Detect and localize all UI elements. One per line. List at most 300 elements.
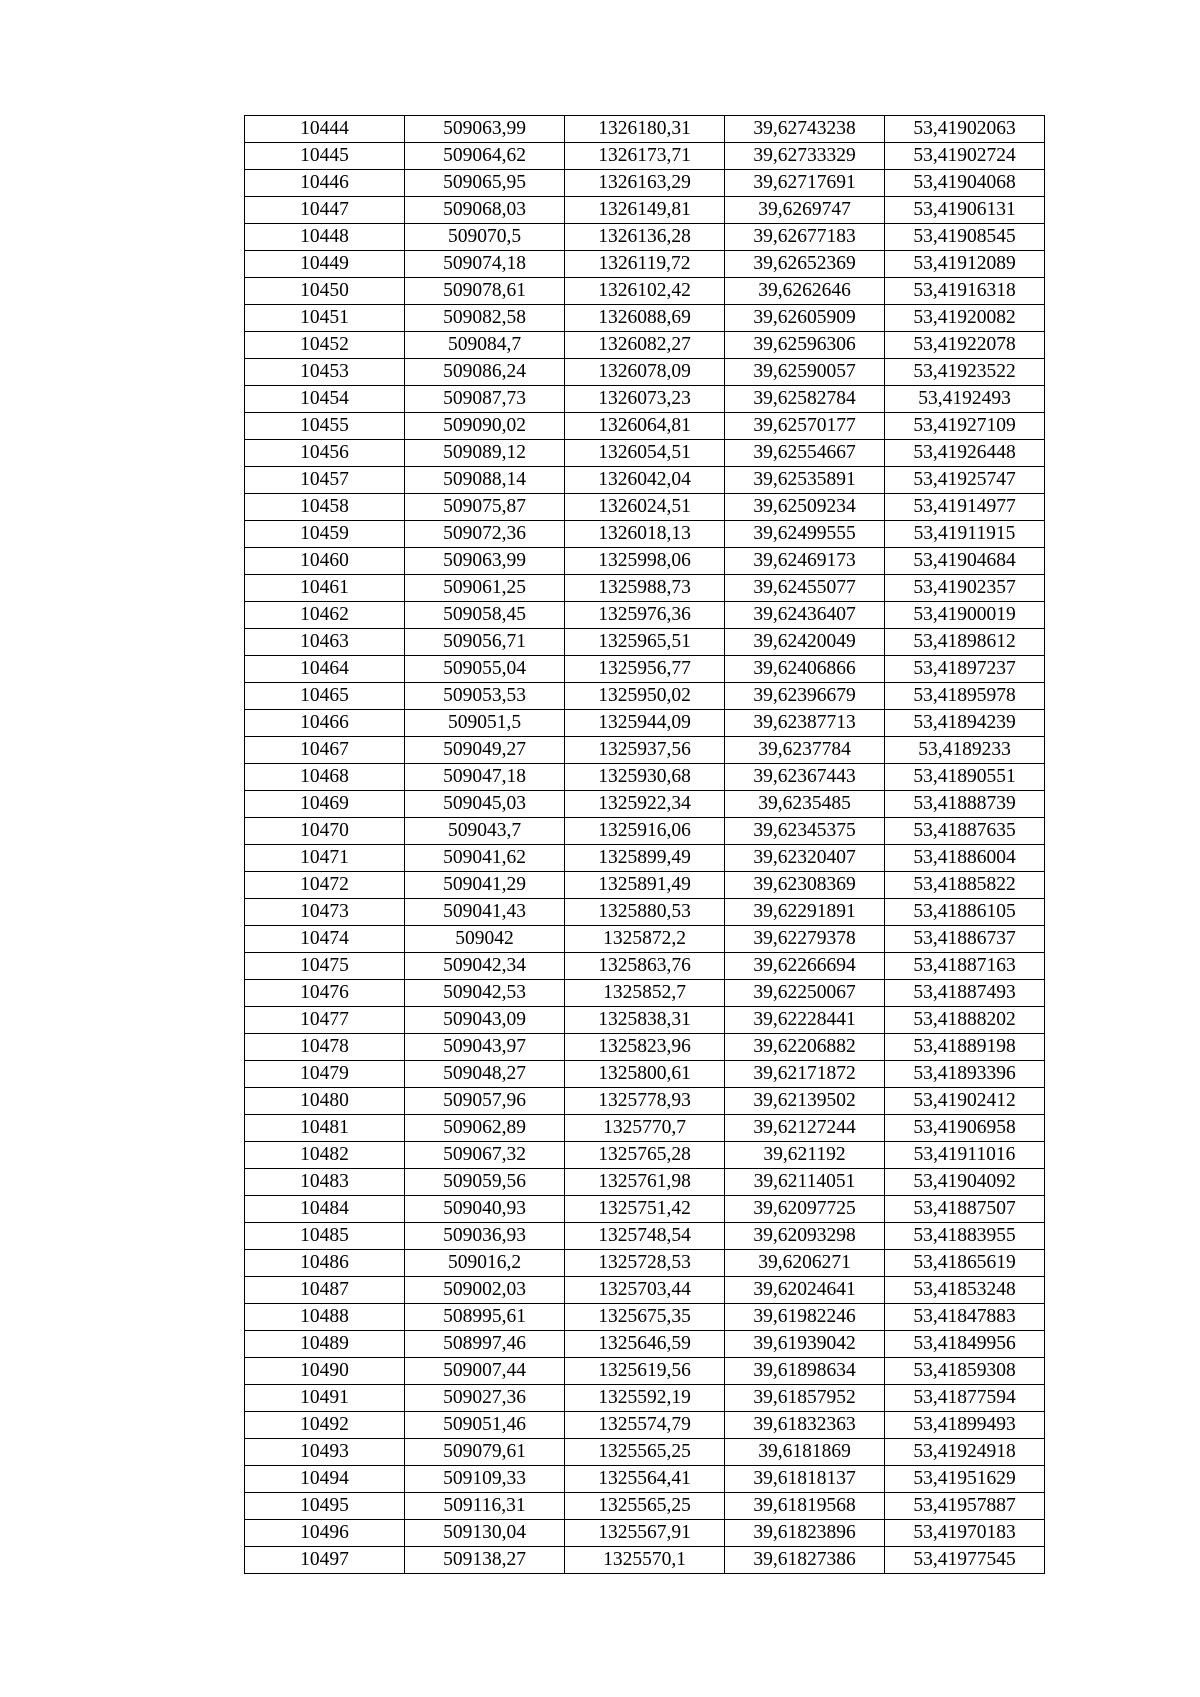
point-number-cell: 10481 bbox=[245, 1115, 405, 1142]
y-coordinate-cell: 1326073,23 bbox=[565, 386, 725, 413]
point-number-cell: 10486 bbox=[245, 1250, 405, 1277]
latitude-cell: 53,41900019 bbox=[885, 602, 1045, 629]
y-coordinate-cell: 1325916,06 bbox=[565, 818, 725, 845]
y-coordinate-cell: 1325592,19 bbox=[565, 1385, 725, 1412]
table-row bbox=[245, 1520, 1045, 1547]
latitude-cell: 53,41894239 bbox=[885, 710, 1045, 737]
point-number-cell: 10466 bbox=[245, 710, 405, 737]
y-coordinate-cell: 1325565,25 bbox=[565, 1439, 725, 1466]
longitude-cell: 39,62024641 bbox=[725, 1277, 885, 1304]
latitude-cell: 53,41886737 bbox=[885, 926, 1045, 953]
latitude-cell: 53,41927109 bbox=[885, 413, 1045, 440]
latitude-cell: 53,41925747 bbox=[885, 467, 1045, 494]
point-number-cell: 10480 bbox=[245, 1088, 405, 1115]
y-coordinate-cell: 1325675,35 bbox=[565, 1304, 725, 1331]
table-row bbox=[245, 845, 1045, 872]
latitude-cell: 53,41890551 bbox=[885, 764, 1045, 791]
longitude-cell: 39,6269747 bbox=[725, 197, 885, 224]
latitude-cell: 53,41886004 bbox=[885, 845, 1045, 872]
x-coordinate-cell: 509007,44 bbox=[405, 1358, 565, 1385]
latitude-cell: 53,41904684 bbox=[885, 548, 1045, 575]
latitude-cell: 53,41902412 bbox=[885, 1088, 1045, 1115]
table-row bbox=[245, 197, 1045, 224]
latitude-cell: 53,41883955 bbox=[885, 1223, 1045, 1250]
x-coordinate-cell: 509109,33 bbox=[405, 1466, 565, 1493]
longitude-cell: 39,62396679 bbox=[725, 683, 885, 710]
point-number-cell: 10479 bbox=[245, 1061, 405, 1088]
longitude-cell: 39,62228441 bbox=[725, 1007, 885, 1034]
latitude-cell: 53,4189233 bbox=[885, 737, 1045, 764]
x-coordinate-cell: 509043,97 bbox=[405, 1034, 565, 1061]
x-coordinate-cell: 509074,18 bbox=[405, 251, 565, 278]
table-row bbox=[245, 1277, 1045, 1304]
point-number-cell: 10446 bbox=[245, 170, 405, 197]
longitude-cell: 39,62420049 bbox=[725, 629, 885, 656]
x-coordinate-cell: 509130,04 bbox=[405, 1520, 565, 1547]
longitude-cell: 39,6237784 bbox=[725, 737, 885, 764]
latitude-cell: 53,41887493 bbox=[885, 980, 1045, 1007]
x-coordinate-cell: 509051,46 bbox=[405, 1412, 565, 1439]
point-number-cell: 10451 bbox=[245, 305, 405, 332]
table-row bbox=[245, 1439, 1045, 1466]
longitude-cell: 39,62596306 bbox=[725, 332, 885, 359]
longitude-cell: 39,62206882 bbox=[725, 1034, 885, 1061]
latitude-cell: 53,41889198 bbox=[885, 1034, 1045, 1061]
table-row bbox=[245, 1493, 1045, 1520]
y-coordinate-cell: 1326173,71 bbox=[565, 143, 725, 170]
point-number-cell: 10473 bbox=[245, 899, 405, 926]
point-number-cell: 10462 bbox=[245, 602, 405, 629]
x-coordinate-cell: 509084,7 bbox=[405, 332, 565, 359]
x-coordinate-cell: 509063,99 bbox=[405, 548, 565, 575]
longitude-cell: 39,621192 bbox=[725, 1142, 885, 1169]
point-number-cell: 10478 bbox=[245, 1034, 405, 1061]
y-coordinate-cell: 1326163,29 bbox=[565, 170, 725, 197]
point-number-cell: 10457 bbox=[245, 467, 405, 494]
y-coordinate-cell: 1325619,56 bbox=[565, 1358, 725, 1385]
y-coordinate-cell: 1325703,44 bbox=[565, 1277, 725, 1304]
point-number-cell: 10488 bbox=[245, 1304, 405, 1331]
point-number-cell: 10496 bbox=[245, 1520, 405, 1547]
latitude-cell: 53,41904092 bbox=[885, 1169, 1045, 1196]
point-number-cell: 10445 bbox=[245, 143, 405, 170]
latitude-cell: 53,41906131 bbox=[885, 197, 1045, 224]
point-number-cell: 10458 bbox=[245, 494, 405, 521]
table-row bbox=[245, 980, 1045, 1007]
longitude-cell: 39,62570177 bbox=[725, 413, 885, 440]
longitude-cell: 39,61832363 bbox=[725, 1412, 885, 1439]
y-coordinate-cell: 1326136,28 bbox=[565, 224, 725, 251]
y-coordinate-cell: 1325728,53 bbox=[565, 1250, 725, 1277]
x-coordinate-cell: 509036,93 bbox=[405, 1223, 565, 1250]
latitude-cell: 53,41957887 bbox=[885, 1493, 1045, 1520]
point-number-cell: 10492 bbox=[245, 1412, 405, 1439]
table-row bbox=[245, 710, 1045, 737]
longitude-cell: 39,62320407 bbox=[725, 845, 885, 872]
point-number-cell: 10469 bbox=[245, 791, 405, 818]
y-coordinate-cell: 1325751,42 bbox=[565, 1196, 725, 1223]
latitude-cell: 53,41897237 bbox=[885, 656, 1045, 683]
y-coordinate-cell: 1325937,56 bbox=[565, 737, 725, 764]
y-coordinate-cell: 1325998,06 bbox=[565, 548, 725, 575]
x-coordinate-cell: 509088,14 bbox=[405, 467, 565, 494]
point-number-cell: 10465 bbox=[245, 683, 405, 710]
y-coordinate-cell: 1325922,34 bbox=[565, 791, 725, 818]
longitude-cell: 39,62093298 bbox=[725, 1223, 885, 1250]
longitude-cell: 39,62266694 bbox=[725, 953, 885, 980]
y-coordinate-cell: 1325930,68 bbox=[565, 764, 725, 791]
latitude-cell: 53,41902724 bbox=[885, 143, 1045, 170]
point-number-cell: 10461 bbox=[245, 575, 405, 602]
table-row bbox=[245, 521, 1045, 548]
latitude-cell: 53,41922078 bbox=[885, 332, 1045, 359]
table-row bbox=[245, 899, 1045, 926]
y-coordinate-cell: 1325770,7 bbox=[565, 1115, 725, 1142]
table-row bbox=[245, 467, 1045, 494]
x-coordinate-cell: 509078,61 bbox=[405, 278, 565, 305]
x-coordinate-cell: 509059,56 bbox=[405, 1169, 565, 1196]
table-row bbox=[245, 116, 1045, 143]
latitude-cell: 53,41951629 bbox=[885, 1466, 1045, 1493]
x-coordinate-cell: 509064,62 bbox=[405, 143, 565, 170]
x-coordinate-cell: 509043,09 bbox=[405, 1007, 565, 1034]
table-row bbox=[245, 872, 1045, 899]
latitude-cell: 53,41924918 bbox=[885, 1439, 1045, 1466]
point-number-cell: 10467 bbox=[245, 737, 405, 764]
point-number-cell: 10489 bbox=[245, 1331, 405, 1358]
point-number-cell: 10448 bbox=[245, 224, 405, 251]
table-row bbox=[245, 602, 1045, 629]
longitude-cell: 39,6262646 bbox=[725, 278, 885, 305]
longitude-cell: 39,62582784 bbox=[725, 386, 885, 413]
y-coordinate-cell: 1325880,53 bbox=[565, 899, 725, 926]
latitude-cell: 53,41865619 bbox=[885, 1250, 1045, 1277]
x-coordinate-cell: 509047,18 bbox=[405, 764, 565, 791]
table-row bbox=[245, 1466, 1045, 1493]
latitude-cell: 53,41885822 bbox=[885, 872, 1045, 899]
latitude-cell: 53,41877594 bbox=[885, 1385, 1045, 1412]
table-row bbox=[245, 1034, 1045, 1061]
x-coordinate-cell: 509090,02 bbox=[405, 413, 565, 440]
point-number-cell: 10471 bbox=[245, 845, 405, 872]
x-coordinate-cell: 509082,58 bbox=[405, 305, 565, 332]
table-row bbox=[245, 737, 1045, 764]
longitude-cell: 39,62469173 bbox=[725, 548, 885, 575]
latitude-cell: 53,41895978 bbox=[885, 683, 1045, 710]
table-row bbox=[245, 305, 1045, 332]
y-coordinate-cell: 1326088,69 bbox=[565, 305, 725, 332]
point-number-cell: 10476 bbox=[245, 980, 405, 1007]
x-coordinate-cell: 509042,34 bbox=[405, 953, 565, 980]
latitude-cell: 53,41893396 bbox=[885, 1061, 1045, 1088]
table-row bbox=[245, 1547, 1045, 1574]
longitude-cell: 39,62387713 bbox=[725, 710, 885, 737]
point-number-cell: 10491 bbox=[245, 1385, 405, 1412]
y-coordinate-cell: 1325944,09 bbox=[565, 710, 725, 737]
longitude-cell: 39,62652369 bbox=[725, 251, 885, 278]
point-number-cell: 10490 bbox=[245, 1358, 405, 1385]
x-coordinate-cell: 509002,03 bbox=[405, 1277, 565, 1304]
longitude-cell: 39,6181869 bbox=[725, 1439, 885, 1466]
x-coordinate-cell: 509041,62 bbox=[405, 845, 565, 872]
table-row bbox=[245, 359, 1045, 386]
x-coordinate-cell: 509053,53 bbox=[405, 683, 565, 710]
y-coordinate-cell: 1325899,49 bbox=[565, 845, 725, 872]
latitude-cell: 53,41911915 bbox=[885, 521, 1045, 548]
latitude-cell: 53,41853248 bbox=[885, 1277, 1045, 1304]
point-number-cell: 10475 bbox=[245, 953, 405, 980]
table-row bbox=[245, 440, 1045, 467]
table-row bbox=[245, 413, 1045, 440]
longitude-cell: 39,62743238 bbox=[725, 116, 885, 143]
latitude-cell: 53,41904068 bbox=[885, 170, 1045, 197]
y-coordinate-cell: 1325956,77 bbox=[565, 656, 725, 683]
latitude-cell: 53,41970183 bbox=[885, 1520, 1045, 1547]
y-coordinate-cell: 1326078,09 bbox=[565, 359, 725, 386]
y-coordinate-cell: 1325765,28 bbox=[565, 1142, 725, 1169]
latitude-cell: 53,41906958 bbox=[885, 1115, 1045, 1142]
table-row bbox=[245, 575, 1045, 602]
table-row bbox=[245, 332, 1045, 359]
point-number-cell: 10447 bbox=[245, 197, 405, 224]
table-row bbox=[245, 1196, 1045, 1223]
longitude-cell: 39,62097725 bbox=[725, 1196, 885, 1223]
point-number-cell: 10485 bbox=[245, 1223, 405, 1250]
x-coordinate-cell: 509042,53 bbox=[405, 980, 565, 1007]
x-coordinate-cell: 509027,36 bbox=[405, 1385, 565, 1412]
y-coordinate-cell: 1325838,31 bbox=[565, 1007, 725, 1034]
x-coordinate-cell: 509042 bbox=[405, 926, 565, 953]
latitude-cell: 53,41899493 bbox=[885, 1412, 1045, 1439]
table-row bbox=[245, 494, 1045, 521]
point-number-cell: 10497 bbox=[245, 1547, 405, 1574]
table-row bbox=[245, 1169, 1045, 1196]
table-row bbox=[245, 1088, 1045, 1115]
x-coordinate-cell: 509089,12 bbox=[405, 440, 565, 467]
table-row bbox=[245, 224, 1045, 251]
table-row bbox=[245, 656, 1045, 683]
y-coordinate-cell: 1326024,51 bbox=[565, 494, 725, 521]
x-coordinate-cell: 509045,03 bbox=[405, 791, 565, 818]
point-number-cell: 10495 bbox=[245, 1493, 405, 1520]
coordinates-table-body bbox=[245, 116, 1045, 1574]
longitude-cell: 39,62367443 bbox=[725, 764, 885, 791]
longitude-cell: 39,62535891 bbox=[725, 467, 885, 494]
point-number-cell: 10452 bbox=[245, 332, 405, 359]
point-number-cell: 10472 bbox=[245, 872, 405, 899]
latitude-cell: 53,41859308 bbox=[885, 1358, 1045, 1385]
latitude-cell: 53,41908545 bbox=[885, 224, 1045, 251]
point-number-cell: 10470 bbox=[245, 818, 405, 845]
table-row bbox=[245, 1385, 1045, 1412]
y-coordinate-cell: 1325564,41 bbox=[565, 1466, 725, 1493]
latitude-cell: 53,41914977 bbox=[885, 494, 1045, 521]
longitude-cell: 39,62677183 bbox=[725, 224, 885, 251]
table-row bbox=[245, 170, 1045, 197]
longitude-cell: 39,62279378 bbox=[725, 926, 885, 953]
coordinates-table bbox=[244, 115, 1045, 1574]
x-coordinate-cell: 509016,2 bbox=[405, 1250, 565, 1277]
table-row bbox=[245, 1331, 1045, 1358]
table-row bbox=[245, 386, 1045, 413]
table-row bbox=[245, 1358, 1045, 1385]
x-coordinate-cell: 509065,95 bbox=[405, 170, 565, 197]
latitude-cell: 53,41887163 bbox=[885, 953, 1045, 980]
latitude-cell: 53,41888202 bbox=[885, 1007, 1045, 1034]
longitude-cell: 39,62406866 bbox=[725, 656, 885, 683]
y-coordinate-cell: 1326082,27 bbox=[565, 332, 725, 359]
y-coordinate-cell: 1325748,54 bbox=[565, 1223, 725, 1250]
table-row bbox=[245, 1115, 1045, 1142]
longitude-cell: 39,62717691 bbox=[725, 170, 885, 197]
x-coordinate-cell: 509067,32 bbox=[405, 1142, 565, 1169]
y-coordinate-cell: 1326042,04 bbox=[565, 467, 725, 494]
point-number-cell: 10463 bbox=[245, 629, 405, 656]
latitude-cell: 53,41911016 bbox=[885, 1142, 1045, 1169]
point-number-cell: 10487 bbox=[245, 1277, 405, 1304]
latitude-cell: 53,41886105 bbox=[885, 899, 1045, 926]
y-coordinate-cell: 1325565,25 bbox=[565, 1493, 725, 1520]
x-coordinate-cell: 509051,5 bbox=[405, 710, 565, 737]
y-coordinate-cell: 1325800,61 bbox=[565, 1061, 725, 1088]
table-row bbox=[245, 683, 1045, 710]
x-coordinate-cell: 509079,61 bbox=[405, 1439, 565, 1466]
longitude-cell: 39,61819568 bbox=[725, 1493, 885, 1520]
point-number-cell: 10456 bbox=[245, 440, 405, 467]
table-row bbox=[245, 818, 1045, 845]
x-coordinate-cell: 509056,71 bbox=[405, 629, 565, 656]
longitude-cell: 39,62436407 bbox=[725, 602, 885, 629]
table-row bbox=[245, 791, 1045, 818]
longitude-cell: 39,62590057 bbox=[725, 359, 885, 386]
point-number-cell: 10477 bbox=[245, 1007, 405, 1034]
x-coordinate-cell: 509057,96 bbox=[405, 1088, 565, 1115]
x-coordinate-cell: 508995,61 bbox=[405, 1304, 565, 1331]
latitude-cell: 53,41849956 bbox=[885, 1331, 1045, 1358]
x-coordinate-cell: 508997,46 bbox=[405, 1331, 565, 1358]
point-number-cell: 10474 bbox=[245, 926, 405, 953]
point-number-cell: 10494 bbox=[245, 1466, 405, 1493]
x-coordinate-cell: 509041,43 bbox=[405, 899, 565, 926]
latitude-cell: 53,41923522 bbox=[885, 359, 1045, 386]
y-coordinate-cell: 1325976,36 bbox=[565, 602, 725, 629]
latitude-cell: 53,41977545 bbox=[885, 1547, 1045, 1574]
longitude-cell: 39,6235485 bbox=[725, 791, 885, 818]
point-number-cell: 10460 bbox=[245, 548, 405, 575]
y-coordinate-cell: 1326064,81 bbox=[565, 413, 725, 440]
latitude-cell: 53,41902063 bbox=[885, 116, 1045, 143]
table-row bbox=[245, 251, 1045, 278]
x-coordinate-cell: 509070,5 bbox=[405, 224, 565, 251]
point-number-cell: 10484 bbox=[245, 1196, 405, 1223]
point-number-cell: 10482 bbox=[245, 1142, 405, 1169]
latitude-cell: 53,41887635 bbox=[885, 818, 1045, 845]
table-row bbox=[245, 548, 1045, 575]
latitude-cell: 53,41887507 bbox=[885, 1196, 1045, 1223]
x-coordinate-cell: 509062,89 bbox=[405, 1115, 565, 1142]
latitude-cell: 53,41898612 bbox=[885, 629, 1045, 656]
y-coordinate-cell: 1325863,76 bbox=[565, 953, 725, 980]
point-number-cell: 10464 bbox=[245, 656, 405, 683]
table-row bbox=[245, 764, 1045, 791]
longitude-cell: 39,6206271 bbox=[725, 1250, 885, 1277]
y-coordinate-cell: 1325872,2 bbox=[565, 926, 725, 953]
table-row bbox=[245, 926, 1045, 953]
y-coordinate-cell: 1325567,91 bbox=[565, 1520, 725, 1547]
longitude-cell: 39,62127244 bbox=[725, 1115, 885, 1142]
y-coordinate-cell: 1325574,79 bbox=[565, 1412, 725, 1439]
longitude-cell: 39,61898634 bbox=[725, 1358, 885, 1385]
point-number-cell: 10483 bbox=[245, 1169, 405, 1196]
table-row bbox=[245, 1304, 1045, 1331]
longitude-cell: 39,61827386 bbox=[725, 1547, 885, 1574]
y-coordinate-cell: 1326119,72 bbox=[565, 251, 725, 278]
latitude-cell: 53,41902357 bbox=[885, 575, 1045, 602]
table-row bbox=[245, 143, 1045, 170]
point-number-cell: 10450 bbox=[245, 278, 405, 305]
x-coordinate-cell: 509055,04 bbox=[405, 656, 565, 683]
x-coordinate-cell: 509116,31 bbox=[405, 1493, 565, 1520]
table-row bbox=[245, 1223, 1045, 1250]
longitude-cell: 39,62499555 bbox=[725, 521, 885, 548]
longitude-cell: 39,62733329 bbox=[725, 143, 885, 170]
point-number-cell: 10454 bbox=[245, 386, 405, 413]
longitude-cell: 39,62114051 bbox=[725, 1169, 885, 1196]
longitude-cell: 39,62308369 bbox=[725, 872, 885, 899]
x-coordinate-cell: 509086,24 bbox=[405, 359, 565, 386]
point-number-cell: 10449 bbox=[245, 251, 405, 278]
x-coordinate-cell: 509043,7 bbox=[405, 818, 565, 845]
x-coordinate-cell: 509049,27 bbox=[405, 737, 565, 764]
latitude-cell: 53,41920082 bbox=[885, 305, 1045, 332]
y-coordinate-cell: 1325950,02 bbox=[565, 683, 725, 710]
latitude-cell: 53,41888739 bbox=[885, 791, 1045, 818]
y-coordinate-cell: 1325778,93 bbox=[565, 1088, 725, 1115]
longitude-cell: 39,61818137 bbox=[725, 1466, 885, 1493]
y-coordinate-cell: 1325852,7 bbox=[565, 980, 725, 1007]
y-coordinate-cell: 1326054,51 bbox=[565, 440, 725, 467]
table-row bbox=[245, 1412, 1045, 1439]
point-number-cell: 10459 bbox=[245, 521, 405, 548]
longitude-cell: 39,62455077 bbox=[725, 575, 885, 602]
x-coordinate-cell: 509068,03 bbox=[405, 197, 565, 224]
x-coordinate-cell: 509138,27 bbox=[405, 1547, 565, 1574]
longitude-cell: 39,61939042 bbox=[725, 1331, 885, 1358]
point-number-cell: 10493 bbox=[245, 1439, 405, 1466]
x-coordinate-cell: 509061,25 bbox=[405, 575, 565, 602]
table-row bbox=[245, 278, 1045, 305]
longitude-cell: 39,61857952 bbox=[725, 1385, 885, 1412]
x-coordinate-cell: 509040,93 bbox=[405, 1196, 565, 1223]
point-number-cell: 10455 bbox=[245, 413, 405, 440]
longitude-cell: 39,62250067 bbox=[725, 980, 885, 1007]
y-coordinate-cell: 1326180,31 bbox=[565, 116, 725, 143]
longitude-cell: 39,62509234 bbox=[725, 494, 885, 521]
y-coordinate-cell: 1325965,51 bbox=[565, 629, 725, 656]
y-coordinate-cell: 1326102,42 bbox=[565, 278, 725, 305]
x-coordinate-cell: 509075,87 bbox=[405, 494, 565, 521]
y-coordinate-cell: 1325891,49 bbox=[565, 872, 725, 899]
y-coordinate-cell: 1326018,13 bbox=[565, 521, 725, 548]
x-coordinate-cell: 509041,29 bbox=[405, 872, 565, 899]
x-coordinate-cell: 509058,45 bbox=[405, 602, 565, 629]
x-coordinate-cell: 509048,27 bbox=[405, 1061, 565, 1088]
x-coordinate-cell: 509087,73 bbox=[405, 386, 565, 413]
y-coordinate-cell: 1325570,1 bbox=[565, 1547, 725, 1574]
latitude-cell: 53,41847883 bbox=[885, 1304, 1045, 1331]
latitude-cell: 53,41926448 bbox=[885, 440, 1045, 467]
longitude-cell: 39,62345375 bbox=[725, 818, 885, 845]
